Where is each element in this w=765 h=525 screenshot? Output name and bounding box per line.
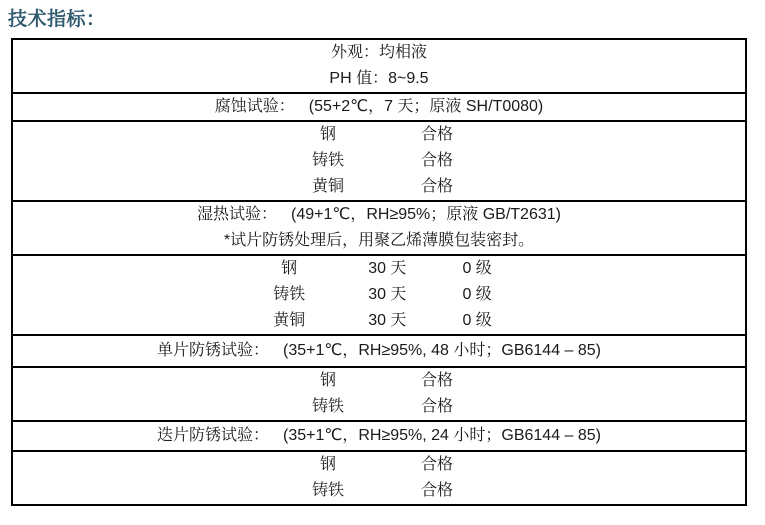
rating-value: 0 级: [462, 312, 492, 329]
result-line: [13, 452, 745, 478]
test-result: 合格: [420, 456, 453, 473]
result-line: [13, 148, 745, 174]
duration-value: 30 天: [368, 312, 407, 329]
table-row-damp-heat-results: [13, 256, 745, 336]
spec-line: [13, 338, 745, 364]
result-line: [13, 394, 745, 420]
result-line: [13, 174, 745, 200]
material-name: 黄铜: [311, 178, 344, 195]
result-line: [13, 256, 745, 282]
spec-line: [13, 423, 745, 449]
rating-value: 0 级: [462, 260, 492, 277]
test-name: 湿热试验：: [197, 206, 278, 223]
test-name: 单片防锈试验：: [156, 342, 269, 359]
table-row-corrosion-test: [13, 94, 745, 122]
test-conditions: (49+1℃，RH≥95%；原液 GB/T2631): [291, 206, 561, 223]
result-line: [13, 368, 745, 394]
result-line: [13, 122, 745, 148]
test-result: 合格: [420, 372, 453, 389]
material-name: 钢: [319, 372, 336, 389]
spec-line: [13, 40, 745, 66]
spec-line: [13, 228, 745, 254]
test-note: *试片防锈处理后，用聚乙烯薄膜包装密封。: [223, 232, 535, 249]
test-result: 合格: [420, 178, 453, 195]
table-row-corrosion-results: [13, 122, 745, 202]
table-row-appearance-ph: [13, 40, 745, 94]
material-name: 铸铁: [311, 398, 344, 415]
material-name: 钢: [319, 126, 336, 143]
test-conditions: (55+2℃，7 天；原液 SH/T0080): [308, 98, 544, 115]
material-name: 铸铁: [311, 482, 344, 499]
material-name: 黄铜: [273, 312, 306, 329]
spec-line: [13, 94, 745, 120]
result-line: [13, 282, 745, 308]
table-row-single-piece-results: [13, 368, 745, 422]
material-name: 铸铁: [311, 152, 344, 169]
test-name: 腐蚀试验：: [214, 98, 295, 115]
technical-spec-table: [11, 38, 747, 506]
rating-value: 0 级: [462, 286, 492, 303]
spec-text: PH 值：8~9.5: [329, 70, 429, 87]
test-result: 合格: [420, 482, 453, 499]
table-row-stacked-piece-test: [13, 422, 745, 452]
table-row-damp-heat-test: [13, 202, 745, 256]
test-result: 合格: [420, 398, 453, 415]
duration-value: 30 天: [368, 286, 407, 303]
duration-value: 30 天: [368, 260, 407, 277]
spec-line: [13, 202, 745, 228]
spec-text: 外观：均相液: [330, 44, 427, 61]
test-result: 合格: [420, 126, 453, 143]
result-line: [13, 308, 745, 334]
test-conditions: (35+1℃，RH≥95%, 24 小时；GB6144 – 85): [283, 427, 602, 444]
material-name: 钢: [319, 456, 336, 473]
material-name: 钢: [281, 260, 298, 277]
test-conditions: (35+1℃，RH≥95%, 48 小时；GB6144 – 85): [283, 342, 602, 359]
test-result: 合格: [420, 152, 453, 169]
spec-line: [13, 66, 745, 92]
material-name: 铸铁: [273, 286, 306, 303]
result-line: [13, 478, 745, 504]
page-title: 技术指标：: [8, 9, 106, 30]
test-name: 迭片防锈试验：: [156, 427, 269, 444]
table-row-single-piece-test: [13, 336, 745, 368]
table-row-stacked-piece-results: [13, 452, 745, 504]
